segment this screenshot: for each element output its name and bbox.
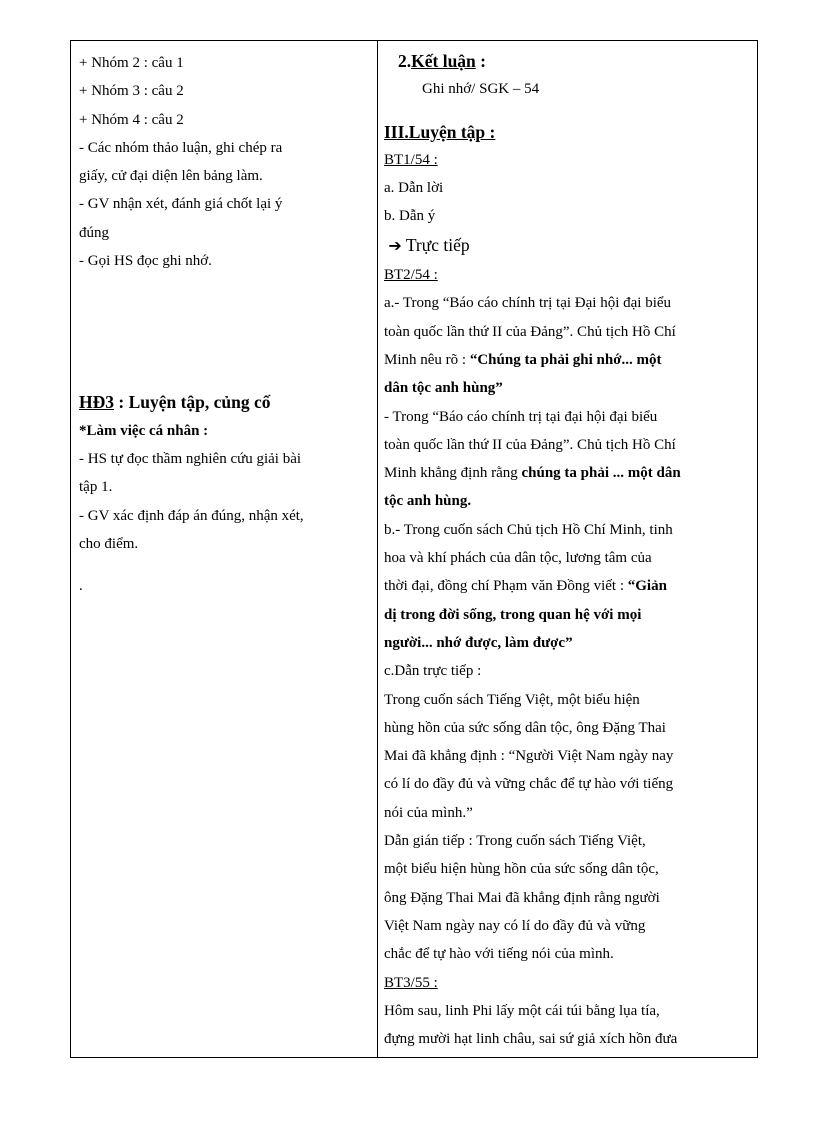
paragraph-line: đựng mười hạt linh châu, sai sứ giả xích hồn đưa <box>384 1031 678 1048</box>
individual-work-heading: *Làm việc cá nhân : <box>79 422 209 439</box>
hd3-code: HĐ3 <box>79 392 114 413</box>
discussion-line-1: - Các nhóm thảo luận, ghi chép ra <box>79 139 283 156</box>
paragraph-line: chắc để tự hào với tiếng nói của mình. <box>384 946 614 963</box>
conclusion-number: 2. <box>398 51 412 71</box>
paragraph-line <box>384 346 749 374</box>
spacer <box>384 104 749 118</box>
plain-text: Minh khẳng định rằng <box>384 465 522 482</box>
hd3-heading <box>79 388 369 416</box>
paragraph-line: - Trong “Báo cáo chính trị tại đại hội đại biểu <box>384 408 658 425</box>
right-arrow-icon: ➔ <box>388 237 402 255</box>
paragraph-line: nói của mình.” <box>384 804 473 821</box>
trailing-dot: . <box>79 578 83 595</box>
self-study-line-2: tập 1. <box>79 479 113 496</box>
answer-line-2: cho điểm. <box>79 535 139 552</box>
paragraph-line: Việt Nam ngày nay có lí do đầy đủ và vững <box>384 917 646 934</box>
paragraph-line: Mai đã khẳng định : “Người Việt Nam ngày nay <box>384 748 674 765</box>
bold-quote: “Giản <box>627 578 667 595</box>
paragraph-line: người... nhớ được, làm được” <box>384 634 573 651</box>
group-3-line: + Nhóm 3 : câu 2 <box>79 83 184 100</box>
paragraph-line <box>384 572 749 600</box>
paragraph-line: một biểu hiện hùng hồn của sức sống dân tộc, <box>384 861 659 878</box>
paragraph-line: tộc anh hùng. <box>384 493 472 510</box>
group-4-line: + Nhóm 4 : câu 2 <box>79 111 184 128</box>
conclusion-title: Kết luận <box>411 51 476 71</box>
bold-quote: “Chúng ta phải ghi nhớ... một <box>469 351 662 368</box>
paragraph-line: dị trong đời sống, trong quan hệ với mọi <box>384 606 642 623</box>
group-2-line: + Nhóm 2 : câu 1 <box>79 55 184 71</box>
exercise-3-label: BT3/55 : <box>384 974 438 991</box>
paragraph-line: Trong cuốn sách Tiếng Việt, một biểu hiện <box>384 691 640 708</box>
paragraph-line: toàn quốc lần thứ II của Đảng”. Chủ tịch Hồ Chí <box>384 436 676 453</box>
lesson-table <box>70 40 758 1058</box>
paragraph-line: Hôm sau, linh Phi lấy một cái túi bằng lụa tía, <box>384 1002 660 1019</box>
answer-line-1: - GV xác định đáp án đúng, nhận xét, <box>79 507 304 524</box>
activity-column <box>71 41 378 1058</box>
read-memo-line: - Gọi HS đọc ghi nhớ. <box>79 253 212 270</box>
teacher-review-line-1: - GV nhận xét, đánh giá chốt lại ý <box>79 196 283 213</box>
paragraph-line: c.Dẫn trực tiếp : <box>384 663 482 680</box>
practice-heading: III.Luyện tập : <box>384 121 496 142</box>
conclusion-colon: : <box>475 51 486 71</box>
paragraph-line: Dẫn gián tiếp : Trong cuốn sách Tiếng Việt, <box>384 833 646 850</box>
paragraph-line: a.- Trong “Báo cáo chính trị tại Đại hội đại biểu <box>384 295 672 312</box>
paragraph-line: dân tộc anh hùng” <box>384 380 503 397</box>
exercise-2-label: BT2/54 : <box>384 267 438 284</box>
exercise-1-a: a. Dẫn lời <box>384 180 444 197</box>
direct-label: Trực tiếp <box>401 234 470 255</box>
exercise-1-label: BT1/54 : <box>384 151 438 168</box>
conclusion-heading <box>384 47 749 75</box>
memo-reference: Ghi nhớ/ SGK – 54 <box>422 81 540 98</box>
paragraph-line: b.- Trong cuốn sách Chủ tịch Hồ Chí Minh, tinh <box>384 521 673 538</box>
discussion-line-2: giấy, cử đại diện lên bảng làm. <box>79 168 263 185</box>
paragraph-line <box>384 459 749 487</box>
exercise-1-b: b. Dẫn ý <box>384 208 436 225</box>
spacer <box>79 275 369 388</box>
content-column <box>378 41 758 1058</box>
direct-conclusion <box>384 231 749 261</box>
paragraph-line: ông Đặng Thai Mai đã khẳng định rằng người <box>384 889 660 906</box>
bold-quote: chúng ta phải ... một dân <box>521 465 681 482</box>
self-study-line-1: - HS tự đọc thầm nghiên cứu giải bài <box>79 450 302 467</box>
paragraph-line: toàn quốc lần thứ II của Đảng”. Chủ tịch Hồ Chí <box>384 323 676 340</box>
plain-text: thời đại, đồng chí Phạm văn Đồng viết : <box>384 578 628 595</box>
paragraph-line: hoa và khí phách của dân tộc, lương tâm của <box>384 550 652 567</box>
paragraph-line: hùng hồn của sức sống dân tộc, ông Đặng Thai <box>384 719 666 736</box>
paragraph-line: có lí do đầy đủ và vững chắc để tự hào với tiếng <box>384 776 674 793</box>
teacher-review-line-2: đúng <box>79 224 109 241</box>
hd3-title: : Luyện tập, củng cố <box>114 392 271 413</box>
plain-text: Minh nêu rõ : <box>384 351 470 368</box>
